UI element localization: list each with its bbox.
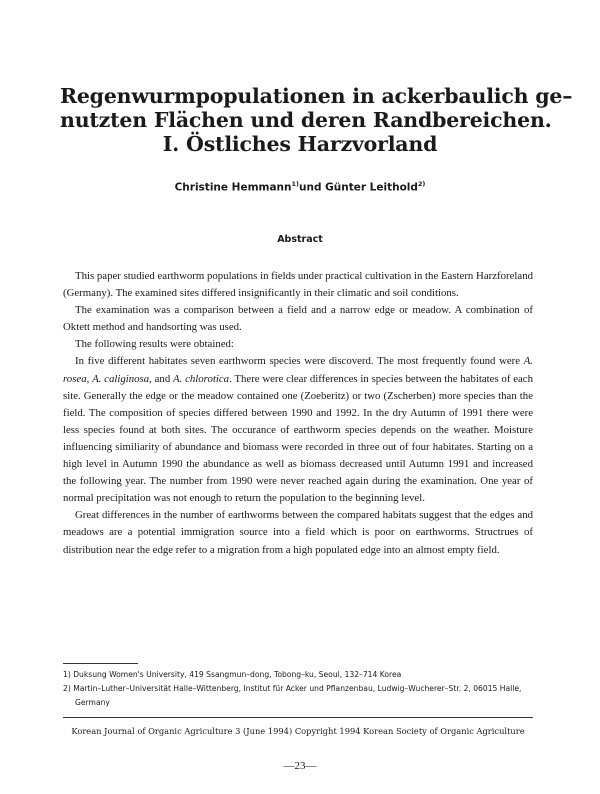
footnote-affiliation-2: 2) Martin–Luther–Universität Halle–Wittenberg, Institut für Acker und Pflanzenbau, Ludwig–Wucherer–Str. 2, 06015 Halle, Germany [63, 684, 522, 707]
journal-citation: Korean Journal of Organic Agriculture 3 (June 1994) Copyright 1994 Korean Society of Organic Agriculture [71, 726, 525, 736]
paper-title [60, 84, 573, 156]
abstract-paragraph: This paper studied earthworm populations in fields under practical cultivation in the Eastern Harzforeland (Germany). The examined sites differed insignificantly in their climatic and soil conditions. [63, 270, 533, 300]
title-line-3: Ⅰ. Östliches Harzvorland [162, 132, 438, 156]
footnotes [63, 668, 533, 710]
journal-divider [63, 717, 533, 718]
title-line-1: Regenwurmpopulationen in ackerbaulich ge– [60, 84, 573, 108]
species-name: A. rosea [63, 355, 533, 385]
author-1: Christine Hemmann [174, 181, 292, 194]
footnote-divider [63, 663, 138, 664]
abstract-results-paragraph [63, 353, 533, 507]
species-name: A. caliginosa [92, 372, 150, 385]
species-name: A. chlorotica [173, 372, 230, 385]
author-1-footnote-mark: 1) [291, 180, 299, 188]
author-line [0, 180, 600, 194]
author-connector: und [299, 181, 326, 194]
author-2-footnote-mark: 2) [417, 180, 426, 188]
abstract-heading: Abstract [277, 234, 323, 245]
results-intro: In five different habitates seven earthworm species were discoverd. The most frequently found were [75, 355, 524, 368]
abstract-paragraph: The examination was a comparison between a field and a narrow edge or meadow. A combination of Oktett method and handsorting was used. [63, 304, 533, 334]
separator: , and [149, 372, 174, 385]
title-line-2: nutzten Flächen und deren Randbereichen. [60, 108, 552, 132]
separator: , [86, 372, 93, 385]
results-rest: . There were clear differences in species between the habitates of each site. Generally the edge or the meadow contained one (Zoeberitz) or two (Zscherben) more species than the field. The composition of species differed between 1990 and 1992. In the dry Autumn of 1991 there were less species found at both sites. The occurance of earthworm species depends on the weather. Moisture influencing similiarity of abundance and biomass were recorded in three out of four habitates. Starting on a high level in Autumn 1990 the abundance as well as biomass decreased until Autumn 1991 and increased the following year. The number from 1990 were never reached again during the examination. One year of normal precipitation was not enough to return the population to the beginning level. [63, 372, 533, 505]
abstract-body [63, 268, 533, 559]
author-2: Günter Leithold [325, 181, 418, 194]
abstract-paragraph: Great differences in the number of earthworms between the compared habitats suggest that the edges and meadows are a potential immigration source into a field which is poor on earthworms. Structrues of distribution near the edge refer to a migration from a high populated edge into an almost empty field. [63, 509, 533, 556]
footnote-affiliation-1: 1) Duksung Women's University, 419 Ssangmun–dong, Tobong–ku, Seoul, 132–714 Korea [63, 670, 402, 679]
page-number: —23— [283, 760, 317, 772]
abstract-paragraph: The following results were obtained: [75, 338, 234, 351]
